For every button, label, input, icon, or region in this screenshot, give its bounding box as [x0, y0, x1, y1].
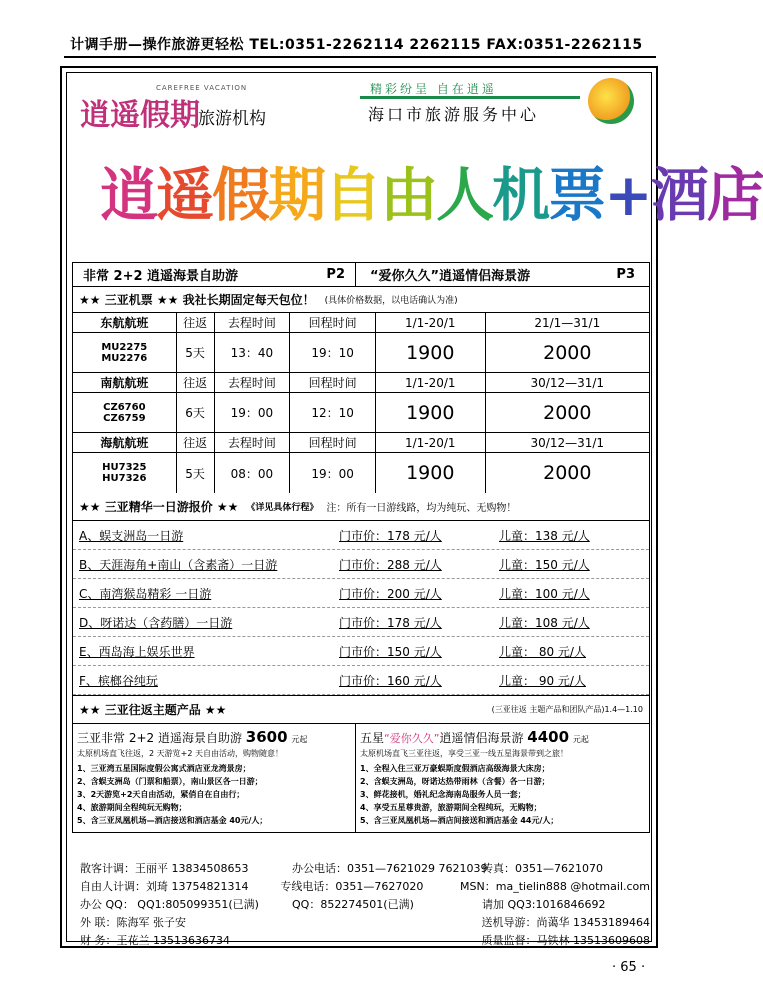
day-trip-child-price: 儿童：100 元/人	[499, 586, 590, 601]
theme-right-title-a: 五星	[360, 731, 385, 745]
day-trips-header-note: 注：所有一日游线路，均为纯玩、无购物！	[326, 503, 517, 514]
theme-right-desc: 太原机场直飞三亚往返，享受三亚一线五星海景带到之旅！	[360, 749, 569, 758]
day-trip-child-price: 儿童：138 元/人	[499, 528, 590, 543]
theme-right-items	[360, 762, 645, 827]
contact-cell: MSN：ma_tielin888 @hotmail.com	[460, 880, 650, 893]
contact-row	[80, 914, 650, 932]
brand-block	[360, 78, 580, 126]
theme-item: 1、三亚湾五星国际度假公寓式酒店亚龙湾景房；	[77, 764, 251, 773]
flight-code-ret: MU2276	[101, 352, 148, 364]
trip-days: 5天	[177, 333, 215, 372]
contact-row	[80, 860, 650, 878]
airline-col-header: 去程时间	[215, 313, 291, 332]
theme-left-price: 3600	[245, 728, 288, 746]
theme-right-title-c: 逍遥情侣海景游	[439, 731, 524, 745]
theme-right-unit: 元起	[572, 735, 589, 744]
day-trips-header-title: ★★ 三亚精华一日游报价 ★★	[79, 500, 239, 514]
airline-data-row	[73, 333, 649, 373]
departure-time: 13：40	[215, 333, 291, 372]
theme-item: 2、含蜈支洲岛（门票和船票），南山景区各一日游；	[77, 777, 263, 786]
flight-code-ret: CZ6759	[103, 412, 146, 424]
day-trip-door-price: 门市价：288 元/人	[339, 557, 442, 572]
airline-col-header: 1/1-20/1	[376, 313, 486, 332]
contact-cell: 财 务：王花兰 13513636734	[80, 934, 230, 947]
intro-left-page: P2	[326, 267, 345, 282]
header-divider	[64, 56, 656, 58]
logo-org-text: 旅游机构	[198, 109, 266, 129]
contact-cell: 办公电话：0351—7621029 7621039	[292, 862, 488, 875]
contact-cell: 专线电话：0351—7627020	[280, 880, 424, 893]
theme-left	[73, 724, 356, 832]
theme-item: 2、含蜈支洲岛，呀诺达热带雨林（含餐）各一日游；	[360, 777, 550, 786]
contact-cell: 质量监督：马铁林 13513609608	[481, 934, 650, 947]
flight-codes	[73, 453, 177, 493]
day-trip-name: D、呀诺达（含药膳）一日游	[79, 615, 233, 630]
airline-col-header: 往返	[177, 373, 215, 392]
theme-item: 4、享受五星尊贵游，旅游期间全程纯玩，无购物；	[360, 803, 542, 812]
airline-col-header: 21/1—31/1	[534, 315, 601, 330]
return-time: 19：10	[290, 333, 376, 372]
airline-col-header: 回程时间	[290, 433, 376, 452]
brand-slogan: 精彩纷呈 自在逍遥	[370, 82, 497, 96]
title-char: 期	[268, 161, 325, 229]
airline-data-row	[73, 393, 649, 433]
theme-item: 4、旅游期间全程纯玩无购物；	[77, 803, 187, 812]
logo	[80, 82, 290, 133]
title-char: 票	[548, 161, 605, 229]
airline-col-header: 去程时间	[215, 433, 291, 452]
title-char: 遥	[156, 161, 213, 229]
intro-left	[73, 263, 356, 286]
logo-main-text: 逍遥假期	[80, 98, 200, 133]
departure-time: 08：00	[215, 453, 291, 493]
price-period-1: 1900	[376, 333, 486, 372]
theme-item: 3、鲜花接机，婚礼纪念海南岛服务人员一套；	[360, 790, 526, 799]
theme-left-title-line	[77, 728, 351, 746]
day-trip-door-price: 门市价：150 元/人	[339, 644, 442, 659]
contact-cell: 散客计调：王丽平 13834508653	[80, 862, 249, 875]
title-char: 自	[324, 161, 381, 229]
themes-header-note: (三亚往返 主题产品和团队产品)1.4—1.10	[491, 705, 643, 714]
contact-cell: 送机导游：尚蔼华 13453189464	[481, 916, 650, 929]
trip-days: 5天	[177, 453, 215, 493]
theme-item: 1、全程入住三亚万豪蜈斯度假酒店高级海景大床房；	[360, 764, 550, 773]
themes-header	[73, 696, 649, 724]
day-trip-name: F、槟榔谷纯玩	[79, 673, 158, 688]
day-trip-row	[73, 666, 649, 695]
theme-left-desc: 太原机场直飞往返，2 天游览+2 天自由活动，购物随意！	[77, 749, 283, 758]
airline-header-row	[73, 433, 649, 453]
contact-cell: 请加 QQ3:1016846692	[482, 898, 606, 911]
airline-col-header: 1/1-20/1	[376, 433, 486, 452]
return-time: 19：00	[290, 453, 376, 493]
page-title	[100, 148, 763, 232]
airline-col-header: 往返	[177, 433, 215, 452]
title-char: 店	[706, 161, 763, 229]
theme-item: 5、含三亚凤凰机场—酒店间接送和酒店基金 44元/人；	[360, 816, 559, 825]
page-header: 计调手册—操作旅游更轻松 TEL:0351-2262114 2262115 FAX:0351-2262115	[70, 37, 643, 53]
airline-col-header: 30/12—31/1	[530, 435, 605, 450]
day-trip-child-price: 儿童： 90 元/人	[499, 673, 586, 688]
intro-row	[73, 263, 649, 287]
theme-item: 5、含三亚凤凰机场—酒店接送和酒店基金 40元/人；	[77, 816, 268, 825]
brand-name: 海口市旅游服务中心	[368, 105, 540, 124]
airline-header-row	[73, 313, 649, 333]
contact-cell: 传真：0351—7621070	[482, 862, 603, 875]
airline-name: 海航航班	[73, 433, 177, 452]
theme-right-title-b: “爱你久久”	[384, 732, 440, 745]
day-trip-door-price: 门市价：178 元/人	[339, 528, 442, 543]
brand-divider	[360, 96, 580, 99]
theme-right-price: 4400	[527, 728, 570, 746]
theme-left-title: 三亚非常 2+2 逍遥海景自助游	[77, 731, 242, 745]
day-trips-header-link: 《详见具体行程》	[246, 503, 319, 513]
airline-data-row	[73, 453, 649, 493]
flight-code-out: HU7325	[102, 462, 147, 473]
price-period-1: 1900	[376, 453, 486, 493]
title-char: +	[604, 161, 651, 229]
day-trip-child-price: 儿童：108 元/人	[499, 615, 590, 630]
contact-row	[80, 932, 650, 950]
day-trip-door-price: 门市价：178 元/人	[339, 615, 442, 630]
logo-sub-text: CAREFREE VACATION	[156, 84, 248, 92]
airline-col-header: 1/1-20/1	[376, 373, 486, 392]
day-trips-header	[73, 493, 649, 521]
airline-header-row	[73, 373, 649, 393]
theme-right	[356, 724, 649, 832]
day-trip-name: B、天涯海角+南山（含素斋）一日游	[79, 557, 278, 572]
content-table	[72, 262, 650, 833]
airline-name: 东航航班	[73, 313, 177, 332]
title-char: 人	[436, 161, 493, 229]
flight-code-ret: HU7326	[102, 473, 147, 484]
theme-left-items	[77, 762, 351, 827]
title-char: 假	[212, 161, 269, 229]
day-trip-door-price: 门市价：160 元/人	[339, 673, 442, 688]
contact-cell: QQ：852274501(已满)	[292, 898, 414, 911]
price-period-1: 1900	[376, 393, 486, 432]
return-time: 12：10	[290, 393, 376, 432]
theme-item: 3、2天游览+2天自由活动，紧俏自在自由行；	[77, 790, 245, 799]
themes-row	[73, 724, 649, 832]
contact-row	[80, 878, 650, 896]
title-char: 机	[492, 161, 549, 229]
flights-header	[73, 287, 649, 313]
airline-col-header: 往返	[177, 313, 215, 332]
title-char: 逍	[100, 161, 157, 229]
day-trips-list	[73, 521, 649, 696]
theme-right-title-line	[360, 728, 645, 746]
title-char: 酒	[650, 161, 707, 229]
airline-col-header: 回程时间	[290, 373, 376, 392]
flight-codes	[73, 393, 177, 432]
contact-cell: 办公 QQ： QQ1:805099351(已满)	[80, 898, 259, 911]
contact-row	[80, 896, 650, 914]
contact-cell	[292, 914, 482, 932]
contact-cell	[292, 932, 482, 950]
airline-name: 南航航班	[73, 373, 177, 392]
price-period-2: 2000	[543, 462, 592, 484]
contact-cell: 自由人计调：刘琦 13754821314	[80, 880, 249, 893]
intro-right	[356, 263, 649, 286]
title-char: 由	[380, 161, 437, 229]
airline-col-header: 去程时间	[215, 373, 291, 392]
price-period-2: 2000	[543, 341, 592, 364]
flight-codes	[73, 333, 177, 372]
intro-right-page: P3	[616, 267, 635, 282]
airline-tables	[73, 313, 649, 493]
themes-header-title: ★★ 三亚往返主题产品 ★★	[79, 703, 227, 717]
day-trip-row	[73, 579, 649, 608]
day-trip-name: A、蜈支洲岛一日游	[79, 528, 184, 543]
day-trip-name: C、南湾猴岛精彩 一日游	[79, 586, 212, 601]
departure-time: 19：00	[215, 393, 291, 432]
sun-palm-logo-icon	[588, 78, 634, 124]
day-trip-child-price: 儿童：150 元/人	[499, 557, 590, 572]
airline-col-header: 30/12—31/1	[530, 375, 605, 390]
day-trip-row	[73, 521, 649, 550]
flights-header-title: ★★ 三亚机票 ★★ 我社长期固定每天包位！	[79, 293, 315, 307]
intro-right-title: “爱你久久”逍遥情侣海景游	[370, 269, 531, 284]
page-number: · 65 ·	[612, 960, 646, 975]
trip-days: 6天	[177, 393, 215, 432]
contact-block	[80, 860, 650, 950]
day-trip-name: E、西岛海上娱乐世界	[79, 644, 195, 659]
airline-col-header: 回程时间	[290, 313, 376, 332]
day-trip-door-price: 门市价：200 元/人	[339, 586, 442, 601]
price-period-2: 2000	[543, 401, 592, 424]
day-trip-row	[73, 608, 649, 637]
intro-left-title: 非常 2+2 逍遥海景自助游	[83, 269, 239, 284]
day-trip-row	[73, 637, 649, 666]
flight-code-out: MU2275	[101, 341, 148, 353]
day-trip-child-price: 儿童： 80 元/人	[499, 644, 586, 659]
flights-header-note: (具体价格数据，以电话确认为准)	[324, 296, 458, 306]
contact-cell: 外 联：陈海军 张子安	[80, 916, 186, 929]
theme-left-unit: 元起	[291, 735, 308, 744]
day-trip-row	[73, 550, 649, 579]
flight-code-out: CZ6760	[103, 401, 146, 413]
